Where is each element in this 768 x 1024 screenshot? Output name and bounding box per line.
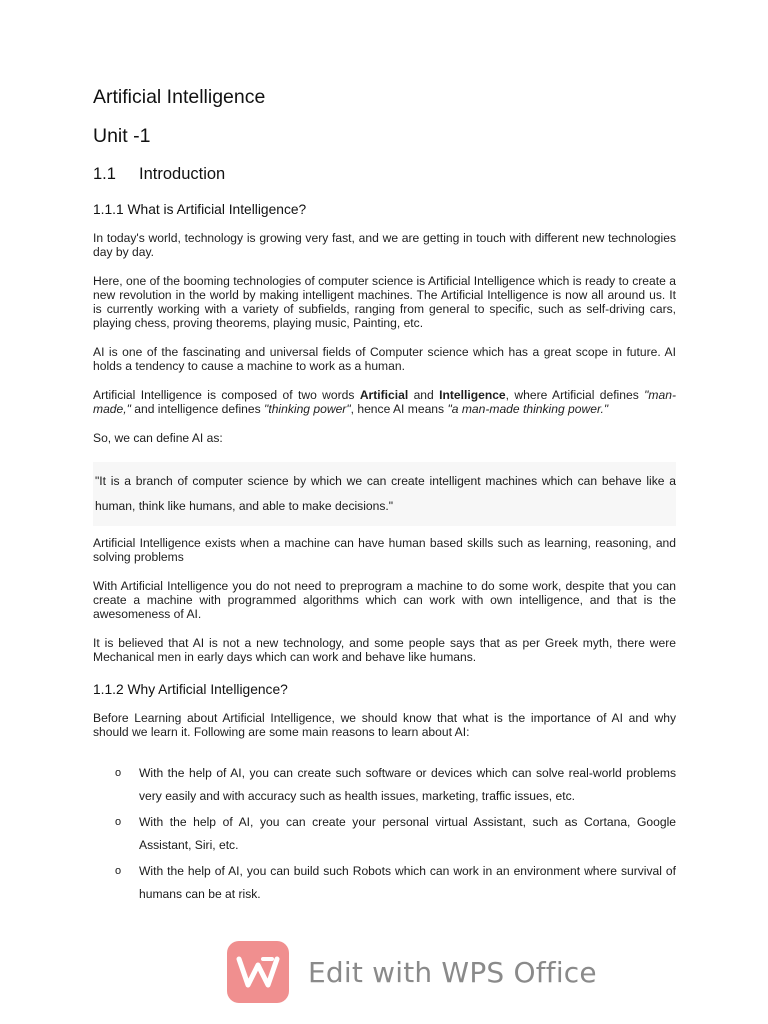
bullet-marker: o <box>115 816 122 828</box>
document-title: Artificial Intelligence <box>93 86 266 108</box>
wps-edit-label[interactable]: Edit with WPS Office <box>308 955 597 989</box>
wps-logo-icon <box>227 941 289 1003</box>
paragraph: In today's world, technology is growing very fast, and we are getting in touch with different new technologies day by day. <box>93 231 676 259</box>
list-item-text: With the help of AI, you can create your personal virtual Assistant, such as Cortana, Google Assistant, Siri, etc. <box>139 815 676 852</box>
text-run: and intelligence defines <box>130 402 265 416</box>
bullet-marker: o <box>115 865 122 877</box>
text-run: , where Artificial defines <box>505 388 645 402</box>
bold-term: Artificial <box>359 388 409 402</box>
paragraph: Artificial Intelligence exists when a machine can have human based skills such as learning, reasoning, and solving problems <box>93 536 676 564</box>
list-item <box>93 762 676 808</box>
italic-term: "thinking power" <box>264 402 351 416</box>
bold-term: Intelligence <box>439 388 506 402</box>
text-run: , hence AI means <box>350 402 448 416</box>
definition-quote: "It is a branch of computer science by which we can create intelligent machines which can behave like a human, think like humans, and able to make decisions." <box>93 462 676 526</box>
paragraph-definition <box>93 388 676 416</box>
italic-term: "man-made," <box>93 388 676 416</box>
list-item-text: With the help of AI, you can create such software or devices which can solve real-world problems very easily and with accuracy such as health issues, marketing, traffic issues, etc. <box>139 766 676 803</box>
italic-term: "a man-made thinking power." <box>447 402 609 416</box>
document-page <box>93 86 676 909</box>
paragraph: Before Learning about Artificial Intelligence, we should know that what is the importance of AI and why should we learn it. Following are some main reasons to learn about AI: <box>93 711 676 739</box>
paragraph: Here, one of the booming technologies of computer science is Artificial Intelligence which is ready to create a new revolution in the world by making intelligent machines. The Artificial Intelligence is now all around us. It is currently working with a variety of subfields, ranging from general to specific, such as self-driving cars, playing chess, proving theorems, playing music, Painting, etc. <box>93 274 676 330</box>
section-heading <box>93 165 676 184</box>
list-item <box>93 811 676 857</box>
paragraph: So, we can define AI as: <box>93 431 223 445</box>
paragraph: With Artificial Intelligence you do not need to preprogram a machine to do some work, despite that you can create a machine with programmed algorithms which can work with own intelligence, and that is the awesomeness of AI. <box>93 579 676 621</box>
section-number: 1.1 <box>93 165 116 183</box>
paragraph: AI is one of the fascinating and universal fields of Computer science which has a great scope in future. AI holds a tendency to cause a machine to work as a human. <box>93 345 676 373</box>
wps-watermark[interactable] <box>227 941 597 1003</box>
subsection-heading-1: 1.1.1 What is Artificial Intelligence? <box>93 202 307 217</box>
unit-heading: Unit -1 <box>93 125 151 147</box>
bullet-marker: o <box>115 767 122 779</box>
subsection-heading-2: 1.1.2 Why Artificial Intelligence? <box>93 682 288 697</box>
text-run: and <box>408 388 440 402</box>
list-item <box>93 860 676 906</box>
wps-w-glyph <box>236 955 280 989</box>
section-title: Introduction <box>139 165 226 183</box>
paragraph: It is believed that AI is not a new technology, and some people says that as per Greek myth, there were Mechanical men in early days which can work and behave like humans. <box>93 636 676 664</box>
list-item-text: With the help of AI, you can build such Robots which can work in an environment where survival of humans can be at risk. <box>139 864 676 901</box>
text-run: Artificial Intelligence is composed of two words <box>93 388 360 402</box>
reasons-list <box>93 762 676 906</box>
